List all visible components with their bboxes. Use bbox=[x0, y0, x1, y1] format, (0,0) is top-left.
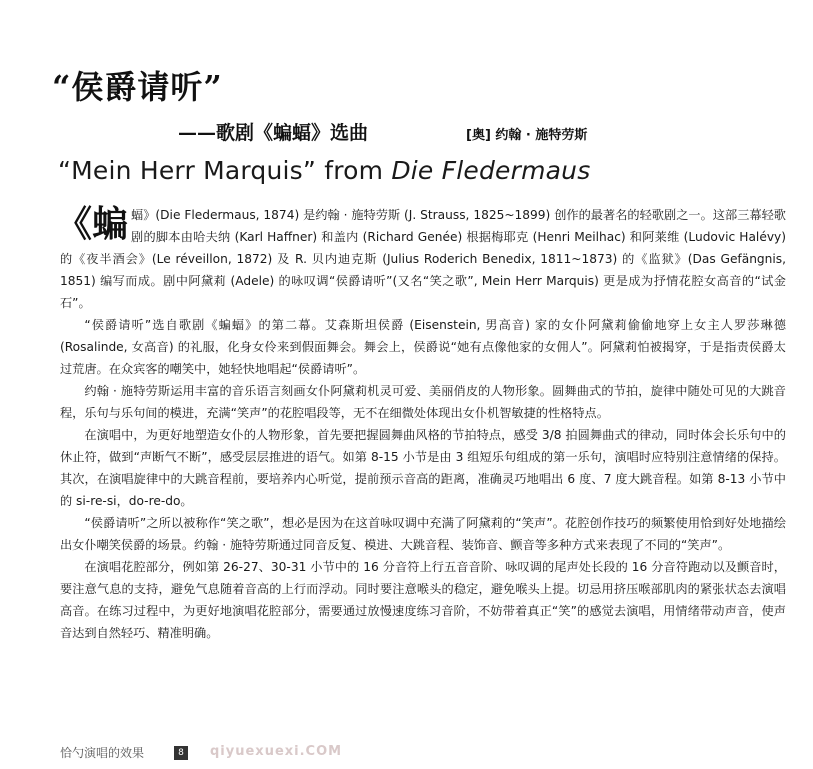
composer: [奥] 约翰 · 施特劳斯 bbox=[466, 128, 588, 143]
english-title-roman: “Mein Herr Marquis” from bbox=[58, 156, 392, 185]
paragraph-1-text: 蝠》(Die Fledermaus, 1874) 是约翰 · 施特劳斯 (J. Strauss, 1825~1899) 创作的最著名的轻歌剧之一。这部三幕轻歌剧的脚本由哈夫纳 (Karl Haffner) 和盖内 (Richard Genée) 根据梅耶克 (Henri Meilhac) 和阿莱维 (Ludovic Halévy) 的《夜半酒会》(Le réveillon, 1872) 及 R. 贝内迪克斯 (Julius Roderich Benedix, 1811~1873) 的《监狱》(Das Gefängnis, 1851) 编写而成。剧中阿黛莉 (Adele) 的咏叹调“侯爵请听”(又名“笑之歌”, Mein Herr Marquis) 更是成为抒情花腔女高音的“试金石”。 bbox=[60, 208, 786, 310]
article-body bbox=[56, 203, 786, 644]
subtitle-row bbox=[178, 118, 778, 146]
footer-text: 恰勺演唱的效果 bbox=[60, 746, 145, 760]
subtitle: ——歌剧《蝙蝠》选曲 bbox=[178, 122, 369, 144]
paragraph-1 bbox=[56, 203, 786, 314]
paragraph-4: 在演唱中，为更好地塑造女仆的人物形象，首先要把握圆舞曲风格的节拍特点，感受 3/8 拍圆舞曲式的律动，同时体会长乐句中的休止符，做到“声断气不断”，感受层层推进的语气。如第 8-15 小节是由 3 组短乐句组成的第一乐句，演唱时应特别注意情绪的保持。其次，在演唱旋律中的大跳音程前，要培养内心听觉，提前预示音高的距离，准确灵巧地唱出 6 度、7 度大跳音程。如第 8-13 小节中的 si-re-si，do-re-do。 bbox=[60, 428, 786, 508]
paragraph-5: “侯爵请听”之所以被称作“笑之歌”，想必是因为在这首咏叹调中充满了阿黛莉的“笑声”。花腔创作技巧的频繁使用恰到好处地描绘出女仆嘲笑侯爵的场景。约翰 · 施特劳斯通过同音反复、模进、大跳音程、装饰音、颤音等多种方式来表现了不同的“笑声”。 bbox=[60, 516, 786, 552]
paragraph-2: “侯爵请听”选自歌剧《蝙蝠》的第二幕。艾森斯坦侯爵 (Eisenstein, 男高音) 家的女仆阿黛莉偷偷地穿上女主人罗莎琳德 (Rosalinde, 女高音) 的礼服，化身女伶来到假面舞会。舞会上，侯爵说“她有点像他家的女佣人”。阿黛莉怕被揭穿，于是指责侯爵太过荒唐。在众宾客的嘲笑中，她轻快地唱起“侯爵请听”。 bbox=[60, 318, 786, 376]
footer bbox=[60, 744, 800, 766]
english-title bbox=[58, 156, 590, 185]
english-title-italic: Die Fledermaus bbox=[391, 156, 591, 185]
paragraph-3: 约翰 · 施特劳斯运用丰富的音乐语言刻画女仆阿黛莉机灵可爱、美丽俏皮的人物形象。圆舞曲式的节拍，旋律中随处可见的大跳音程，乐句与乐句间的模进，充满“笑声”的花腔唱段等，无不在细微处体现出女仆机智敏捷的性格特点。 bbox=[60, 384, 786, 420]
page-number-badge: 8 bbox=[174, 746, 188, 760]
page-title: “侯爵请听” bbox=[52, 68, 223, 106]
paragraph-6: 在演唱花腔部分，例如第 26-27、30-31 小节中的 16 分音符上行五音音阶、咏叹调的尾声处长段的 16 分音符跑动以及颤音时，要注意气息的支持，避免气息随着音高的上行而浮动。同时要注意喉头的稳定，避免喉头上提。切忌用挤压喉部肌肉的紧张状态去演唱高音。在练习过程中，为更好地演唱花腔部分，需要通过放慢速度练习音阶，不妨带着真正“笑”的感觉去演唱，用情绪带动声音，使声音达到自然轻巧、精准明确。 bbox=[60, 560, 786, 640]
watermark: qiyuexuexi.COM bbox=[210, 744, 343, 759]
dropcap: 《蝙 bbox=[56, 203, 129, 245]
